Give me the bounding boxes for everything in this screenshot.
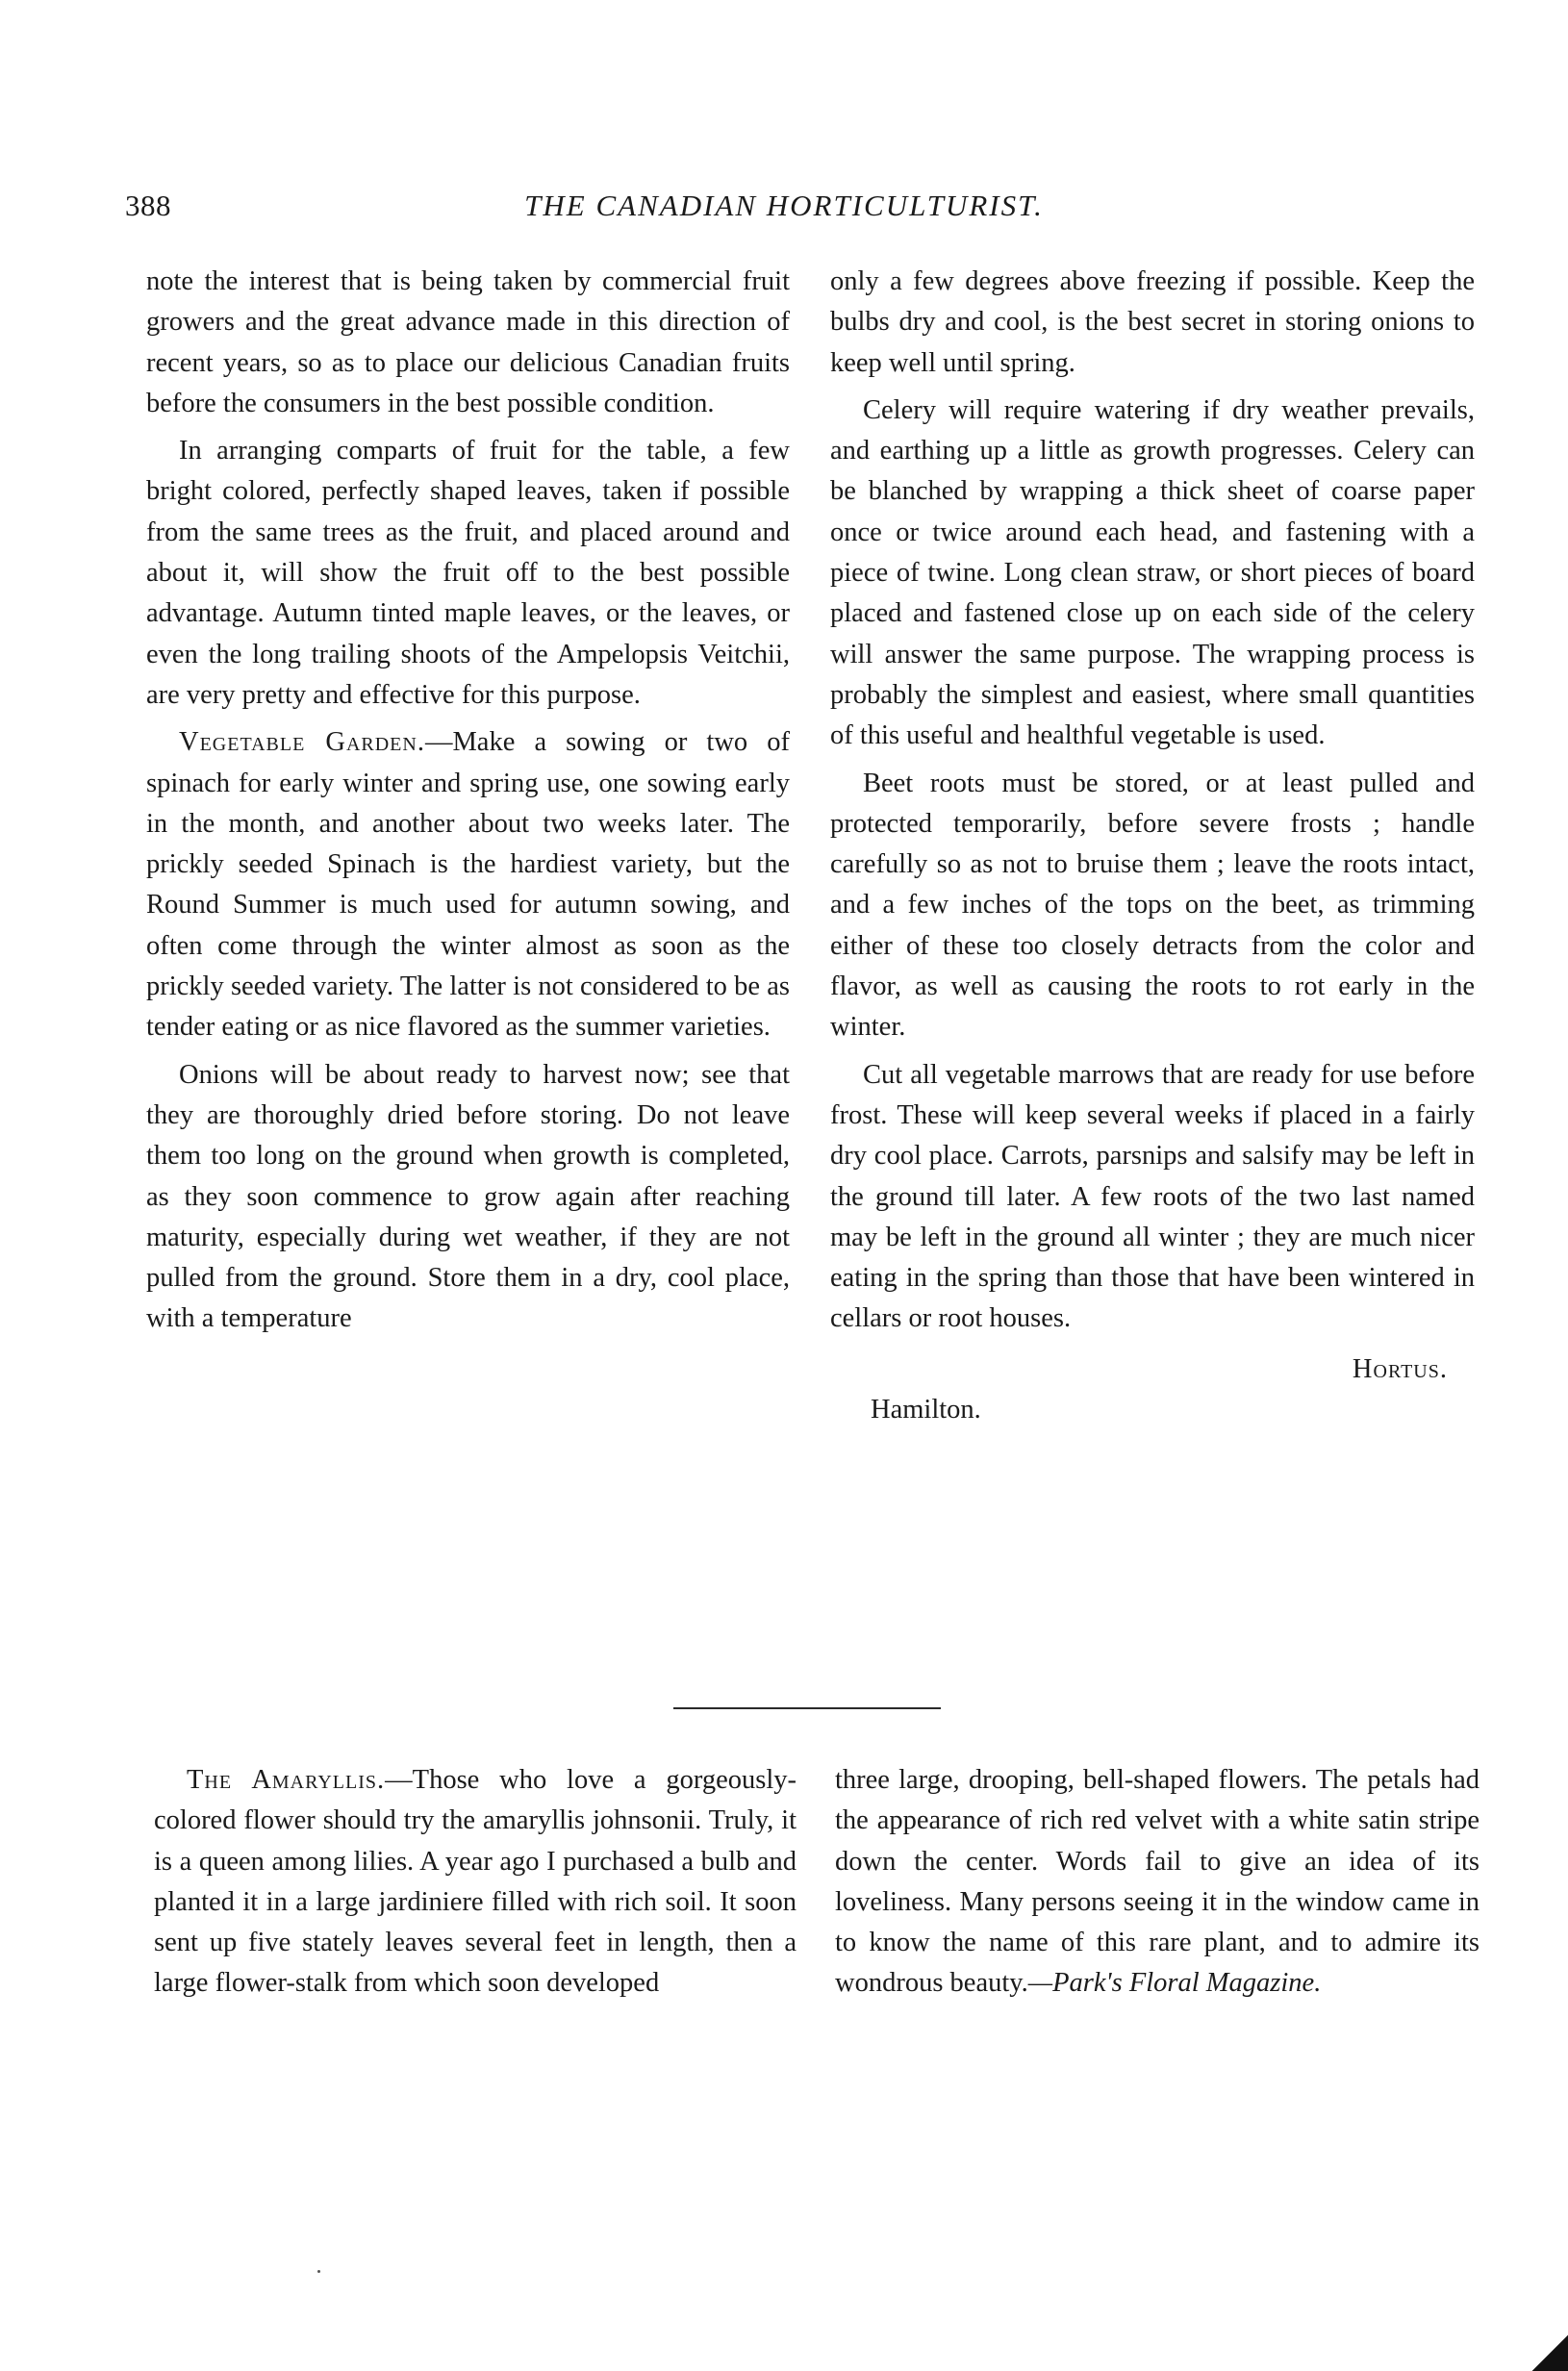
running-title: THE CANADIAN HORTICULTURIST.	[524, 189, 1044, 222]
paragraph-celery: Celery will require watering if dry weather prevails, and earthing up a little as growth progresses. Celery can be blanched by wrapping a thick sheet of coarse paper once or twice around each head, and fastening with a piece of twine. Long clean straw, or short pieces of board placed and fastened close up on each side of the celery will answer the same purpose. The wrapping process is probably the simplest and easiest, where small quantities of this useful and healthful vegetable is used.	[830, 394, 1475, 751]
section-heading-vegetable-garden: Vegetable Garden.	[179, 727, 425, 758]
print-speck	[317, 2270, 320, 2273]
page-corner-mark	[1526, 2333, 1568, 2371]
article-column-left	[146, 262, 790, 1340]
author-signature: Hortus.	[1352, 1353, 1448, 1384]
paragraph-amaryllis-continued	[835, 1760, 1479, 2005]
paragraph-amaryllis	[154, 1760, 797, 2005]
paragraph-vegetable-marrows: Cut all vegetable marrows that are ready for use before frost. These will keep several weeks if placed in a fairly dry cool place. Carrots, parsnips and salsify may be left in the ground till later. A few roots of the two last named may be left in the ground all winter ; they are much nicer eating in the spring than those that have been wintered in cellars or root houses.	[830, 1059, 1475, 1334]
amaryllis-source: —Park's Floral Magazine.	[1027, 1968, 1322, 1999]
amaryllis-body-left: —Those who love a gorgeously-colored flower should try the amaryllis johnsonii. Truly, it is a queen among lilies. A year ago I purchased a bulb and planted it in a large jardiniere filled with rich soil. It soon sent up five stately leaves several feet in length, then a large flower-stalk from which soon developed	[154, 1765, 797, 1999]
page-number: 388	[125, 189, 171, 222]
paragraph-onions: Onions will be about ready to harvest now; see that they are thoroughly dried before storing. Do not leave them too long on the ground when growth is completed, as they soon commence to grow again after reaching maturity, especially during wet weather, if they are not pulled from the ground. Store them in a dry, cool place, with a temperature	[146, 1059, 790, 1334]
section-heading-amaryllis: The Amaryllis.	[187, 1765, 386, 1795]
amaryllis-body-right: three large, drooping, bell-shaped flowers. The petals had the appearance of rich red velvet with a white satin stripe down the center. Words fail to give an idea of its loveliness. Many persons seeing it in the window came in to know the name of this rare plant, and to admire its wondrous beauty.	[835, 1765, 1479, 1999]
article-column-right	[830, 262, 1475, 1430]
amaryllis-column-left	[154, 1760, 797, 2005]
section-divider	[673, 1707, 941, 1709]
vegetable-garden-body: —Make a sowing or two of spinach for early winter and spring use, one sowing early in the month, and another about two weeks later. The prickly seeded Spinach is the hardiest variety, but the Round Summer is much used for autumn sowing, and often come through the winter almost as soon as the prickly seeded variety. The latter is not considered to be as tender eating or as nice flavored as the summer varieties.	[146, 727, 790, 1043]
paragraph-vegetable-garden	[146, 722, 790, 1047]
paragraph-onion-storage: only a few degrees above freezing if possible. Keep the bulbs dry and cool, is the best secret in storing onions to keep well until spring.	[830, 266, 1475, 378]
amaryllis-column-right	[835, 1760, 1479, 2005]
author-place: Hamilton.	[871, 1395, 981, 1425]
paragraph-arranging-comparts: In arranging comparts of fruit for the table, a few bright colored, perfectly shaped leaves, taken if possible from the same trees as the fruit, and placed around and about it, will show the fruit off to the best possible advantage. Autumn tinted maple leaves, or the leaves, or even the long trailing shoots of the Ampelopsis Veitchii, are very pretty and effective for this purpose.	[146, 436, 790, 710]
paragraph-fruit-interest: note the interest that is being taken by commercial fruit growers and the great advance made in this direction of recent years, so as to place our delicious Canadian fruits before the consumers in the best possible condition.	[146, 266, 790, 418]
paragraph-beet-roots: Beet roots must be stored, or at least pulled and protected temporarily, before severe frosts ; handle carefully so as not to bruise them ; leave the roots intact, and a few inches of the tops on the beet, as trimming either of these too closely detracts from the color and flavor, as well as causing the roots to rot early in the winter.	[830, 768, 1475, 1043]
